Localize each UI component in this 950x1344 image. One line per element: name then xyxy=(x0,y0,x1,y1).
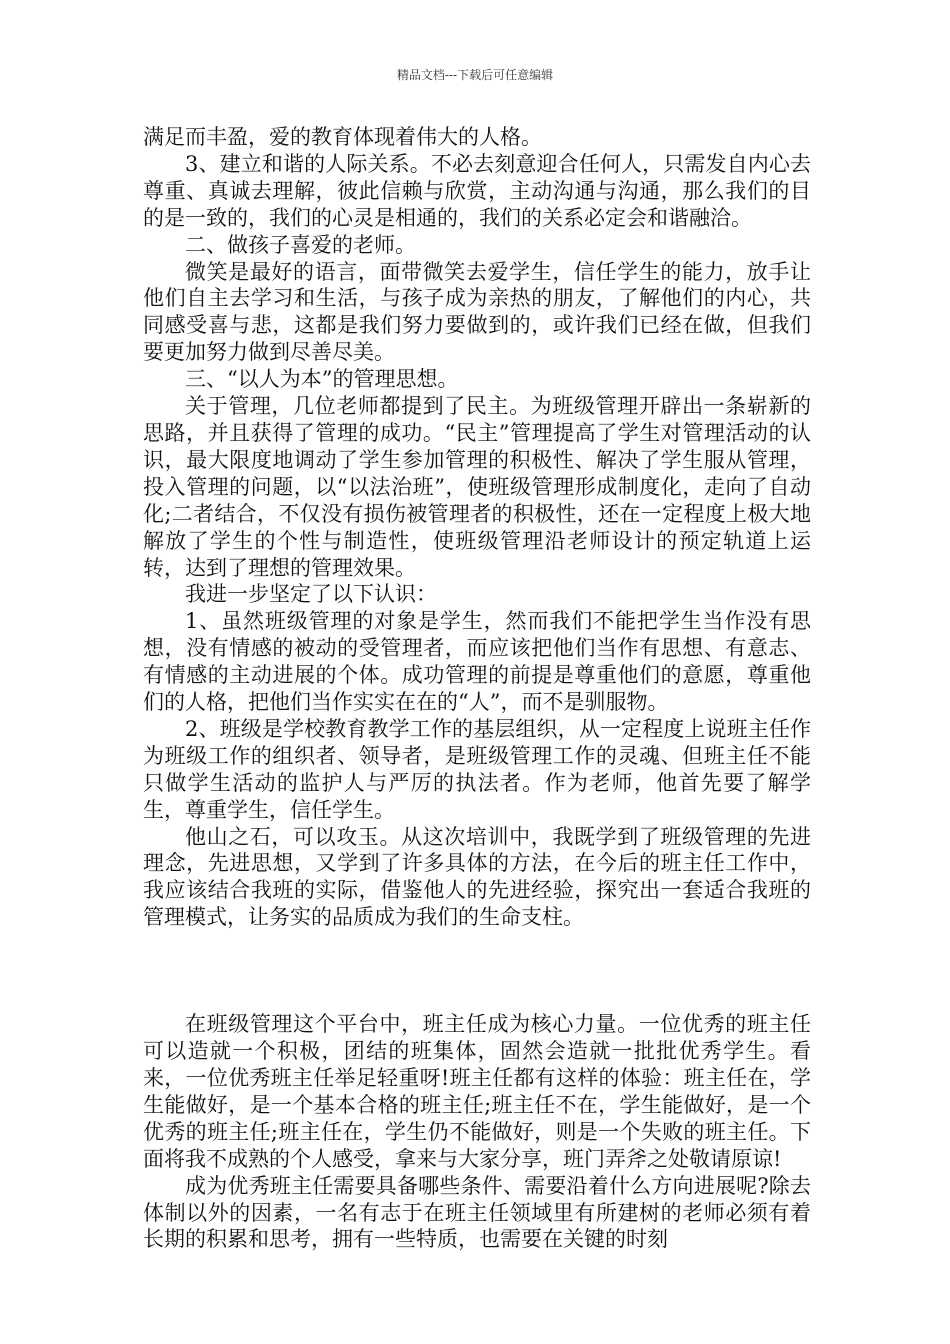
document-body xyxy=(143,124,811,1253)
paragraph: 他山之石，可以攻玉。从这次培训中，我既学到了班级管理的先进理念，先进思想，又学到了许多具体的方法，在今后的班主任工作中，我应该结合我班的实际，借鉴他人的先进经验，探究出一套适合我班的管理模式，让务实的品质成为我们的生命支柱。 xyxy=(143,824,811,930)
paragraph: 1、虽然班级管理的对象是学生，然而我们不能把学生当作没有思想，没有情感的被动的受管理者，而应该把他们当作有思想、有意志、有情感的主动进展的个体。成功管理的前提是尊重他们的意愿，尊重他们的人格，把他们当作实实在在的“人”，而不是驯服物。 xyxy=(143,609,811,715)
paragraph: 微笑是最好的语言，面带微笑去爱学生，信任学生的能力，放手让他们自主去学习和生活，与孩子成为亲热的朋友，了解他们的内心，共同感受喜与悲，这都是我们努力要做到的，或许我们已经在做，但我们要更加努力做到尽善尽美。 xyxy=(143,259,811,365)
paragraph: 我进一步坚定了以下认识： xyxy=(185,582,437,607)
paragraph: 3、建立和谐的人际关系。不必去刻意迎合任何人，只需发自内心去尊重、真诚去理解，彼此信赖与欣赏，主动沟通与沟通，那么我们的目的是一致的，我们的心灵是相通的，我们的关系必定会和谐融洽。 xyxy=(143,151,811,230)
paragraph: 2、班级是学校教育教学工作的基层组织，从一定程度上说班主任作为班级工作的组织者、领导者，是班级管理工作的灵魂、但班主任不能只做学生活动的监护人与严厉的执法者。作为老师，他首先要了解学生，尊重学生，信任学生。 xyxy=(143,716,811,822)
page-header: 精品文档---下载后可任意编辑 xyxy=(396,68,554,82)
section-heading: 三、“以人为本”的管理思想。 xyxy=(185,367,459,392)
paragraph: 满足而丰盈，爱的教育体现着伟大的人格。 xyxy=(143,125,542,149)
paragraph: 关于管理，几位老师都提到了民主。为班级管理开辟出一条崭新的思路，并且获得了管理的成功。“民主”管理提高了学生对管理活动的认识，最大限度地调动了学生参加管理的积极性、解决了学生服从管理，投入管理的问题，以“以法治班”，使班级管理形成制度化，走向了自动化;二者结合，不仅没有损伤被管理者的积极性，还在一定程度上极大地解放了学生的个性与制造性，使班级管理沿老师设计的预定轨道上运转，达到了理想的管理效果。 xyxy=(143,394,811,580)
section-heading: 二、做孩子喜爱的老师。 xyxy=(185,232,416,257)
paragraph: 在班级管理这个平台中，班主任成为核心力量。一位优秀的班主任可以造就一个积极，团结的班集体，固然会造就一批批优秀学生。看来，一位优秀班主任举足轻重呀!班主任都有这样的体验：班主任在，学生能做好，是一个基本合格的班主任;班主任不在，学生能做好，是一个优秀的班主任;班主任在，学生仍不能做好，则是一个失败的班主任。下面将我不成熟的个人感受，拿来与大家分享，班门弄斧之处敬请原谅! xyxy=(143,1012,811,1171)
section-gap xyxy=(143,931,811,1011)
paragraph: 成为优秀班主任需要具备哪些条件、需要沿着什么方向进展呢?除去体制以外的因素，一名有志于在班主任领域里有所建树的老师必须有着长期的积累和思考，拥有一些特质，也需要在关键的时刻 xyxy=(143,1173,811,1252)
